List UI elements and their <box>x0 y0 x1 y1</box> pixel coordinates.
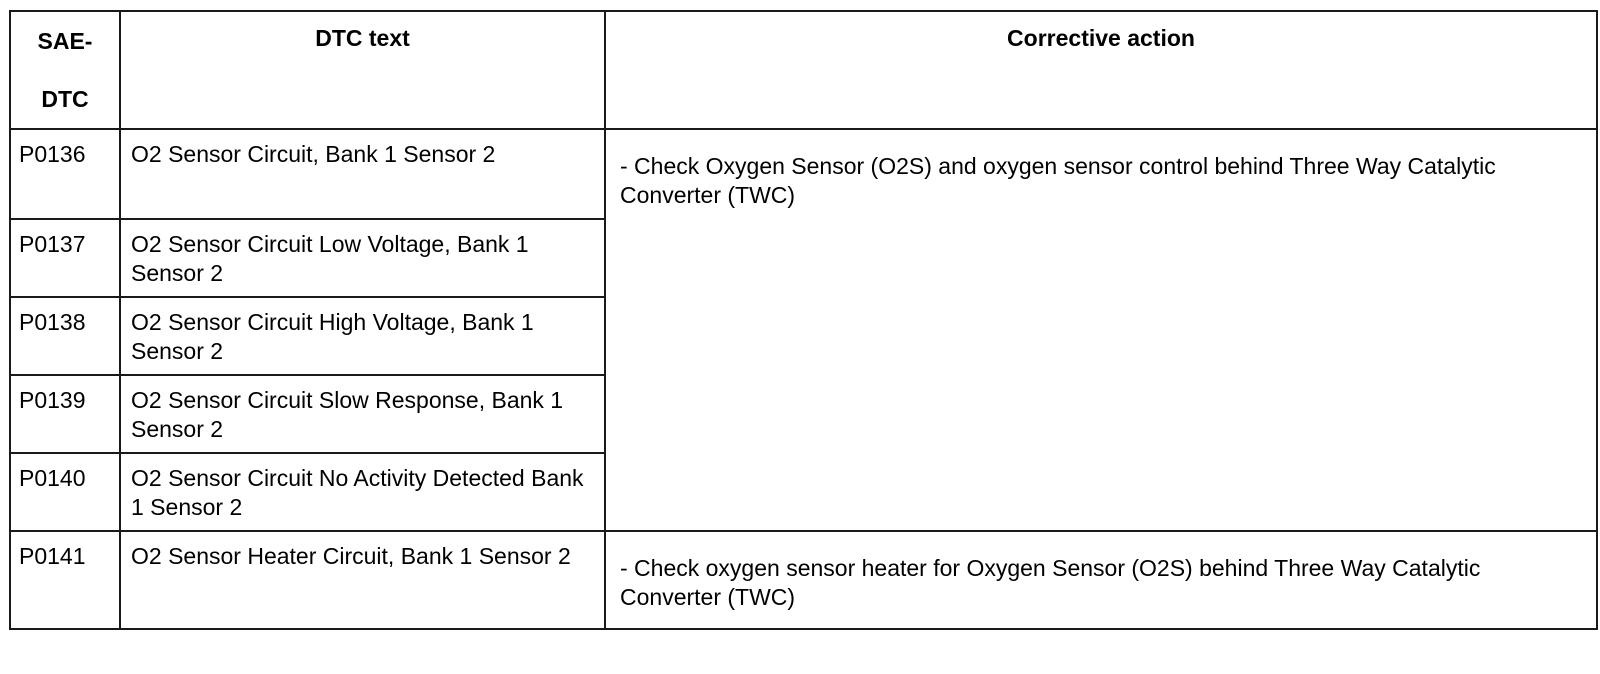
header-sae-dtc-line1: SAE- <box>37 28 93 54</box>
dtc-code-cell: P0141 <box>10 531 120 629</box>
corrective-action-cell: - Check Oxygen Sensor (O2S) and oxygen sensor control behind Three Way Catalytic Converter (TWC) <box>605 129 1597 531</box>
corrective-action-cell: - Check oxygen sensor heater for Oxygen Sensor (O2S) behind Three Way Catalytic Converter (TWC) <box>605 531 1597 629</box>
header-sae-dtc-line2: DTC <box>41 86 89 112</box>
table-header-row <box>10 11 1597 129</box>
dtc-code-cell: P0138 <box>10 297 120 375</box>
dtc-text-cell: O2 Sensor Circuit Low Voltage, Bank 1 Sensor 2 <box>120 219 605 297</box>
dtc-text-cell: O2 Sensor Heater Circuit, Bank 1 Sensor 2 <box>120 531 605 629</box>
table-row <box>10 531 1597 629</box>
dtc-code-cell: P0137 <box>10 219 120 297</box>
header-sae-dtc <box>10 11 120 129</box>
dtc-code-cell: P0140 <box>10 453 120 531</box>
header-dtc-text: DTC text <box>120 11 605 129</box>
dtc-table <box>9 10 1598 630</box>
dtc-text-cell: O2 Sensor Circuit Slow Response, Bank 1 Sensor 2 <box>120 375 605 453</box>
header-corrective-action: Corrective action <box>605 11 1597 129</box>
dtc-code-cell: P0136 <box>10 129 120 219</box>
dtc-text-cell: O2 Sensor Circuit No Activity Detected Bank 1 Sensor 2 <box>120 453 605 531</box>
table-row <box>10 129 1597 219</box>
dtc-text-cell: O2 Sensor Circuit High Voltage, Bank 1 Sensor 2 <box>120 297 605 375</box>
dtc-text-cell: O2 Sensor Circuit, Bank 1 Sensor 2 <box>120 129 605 219</box>
dtc-code-cell: P0139 <box>10 375 120 453</box>
